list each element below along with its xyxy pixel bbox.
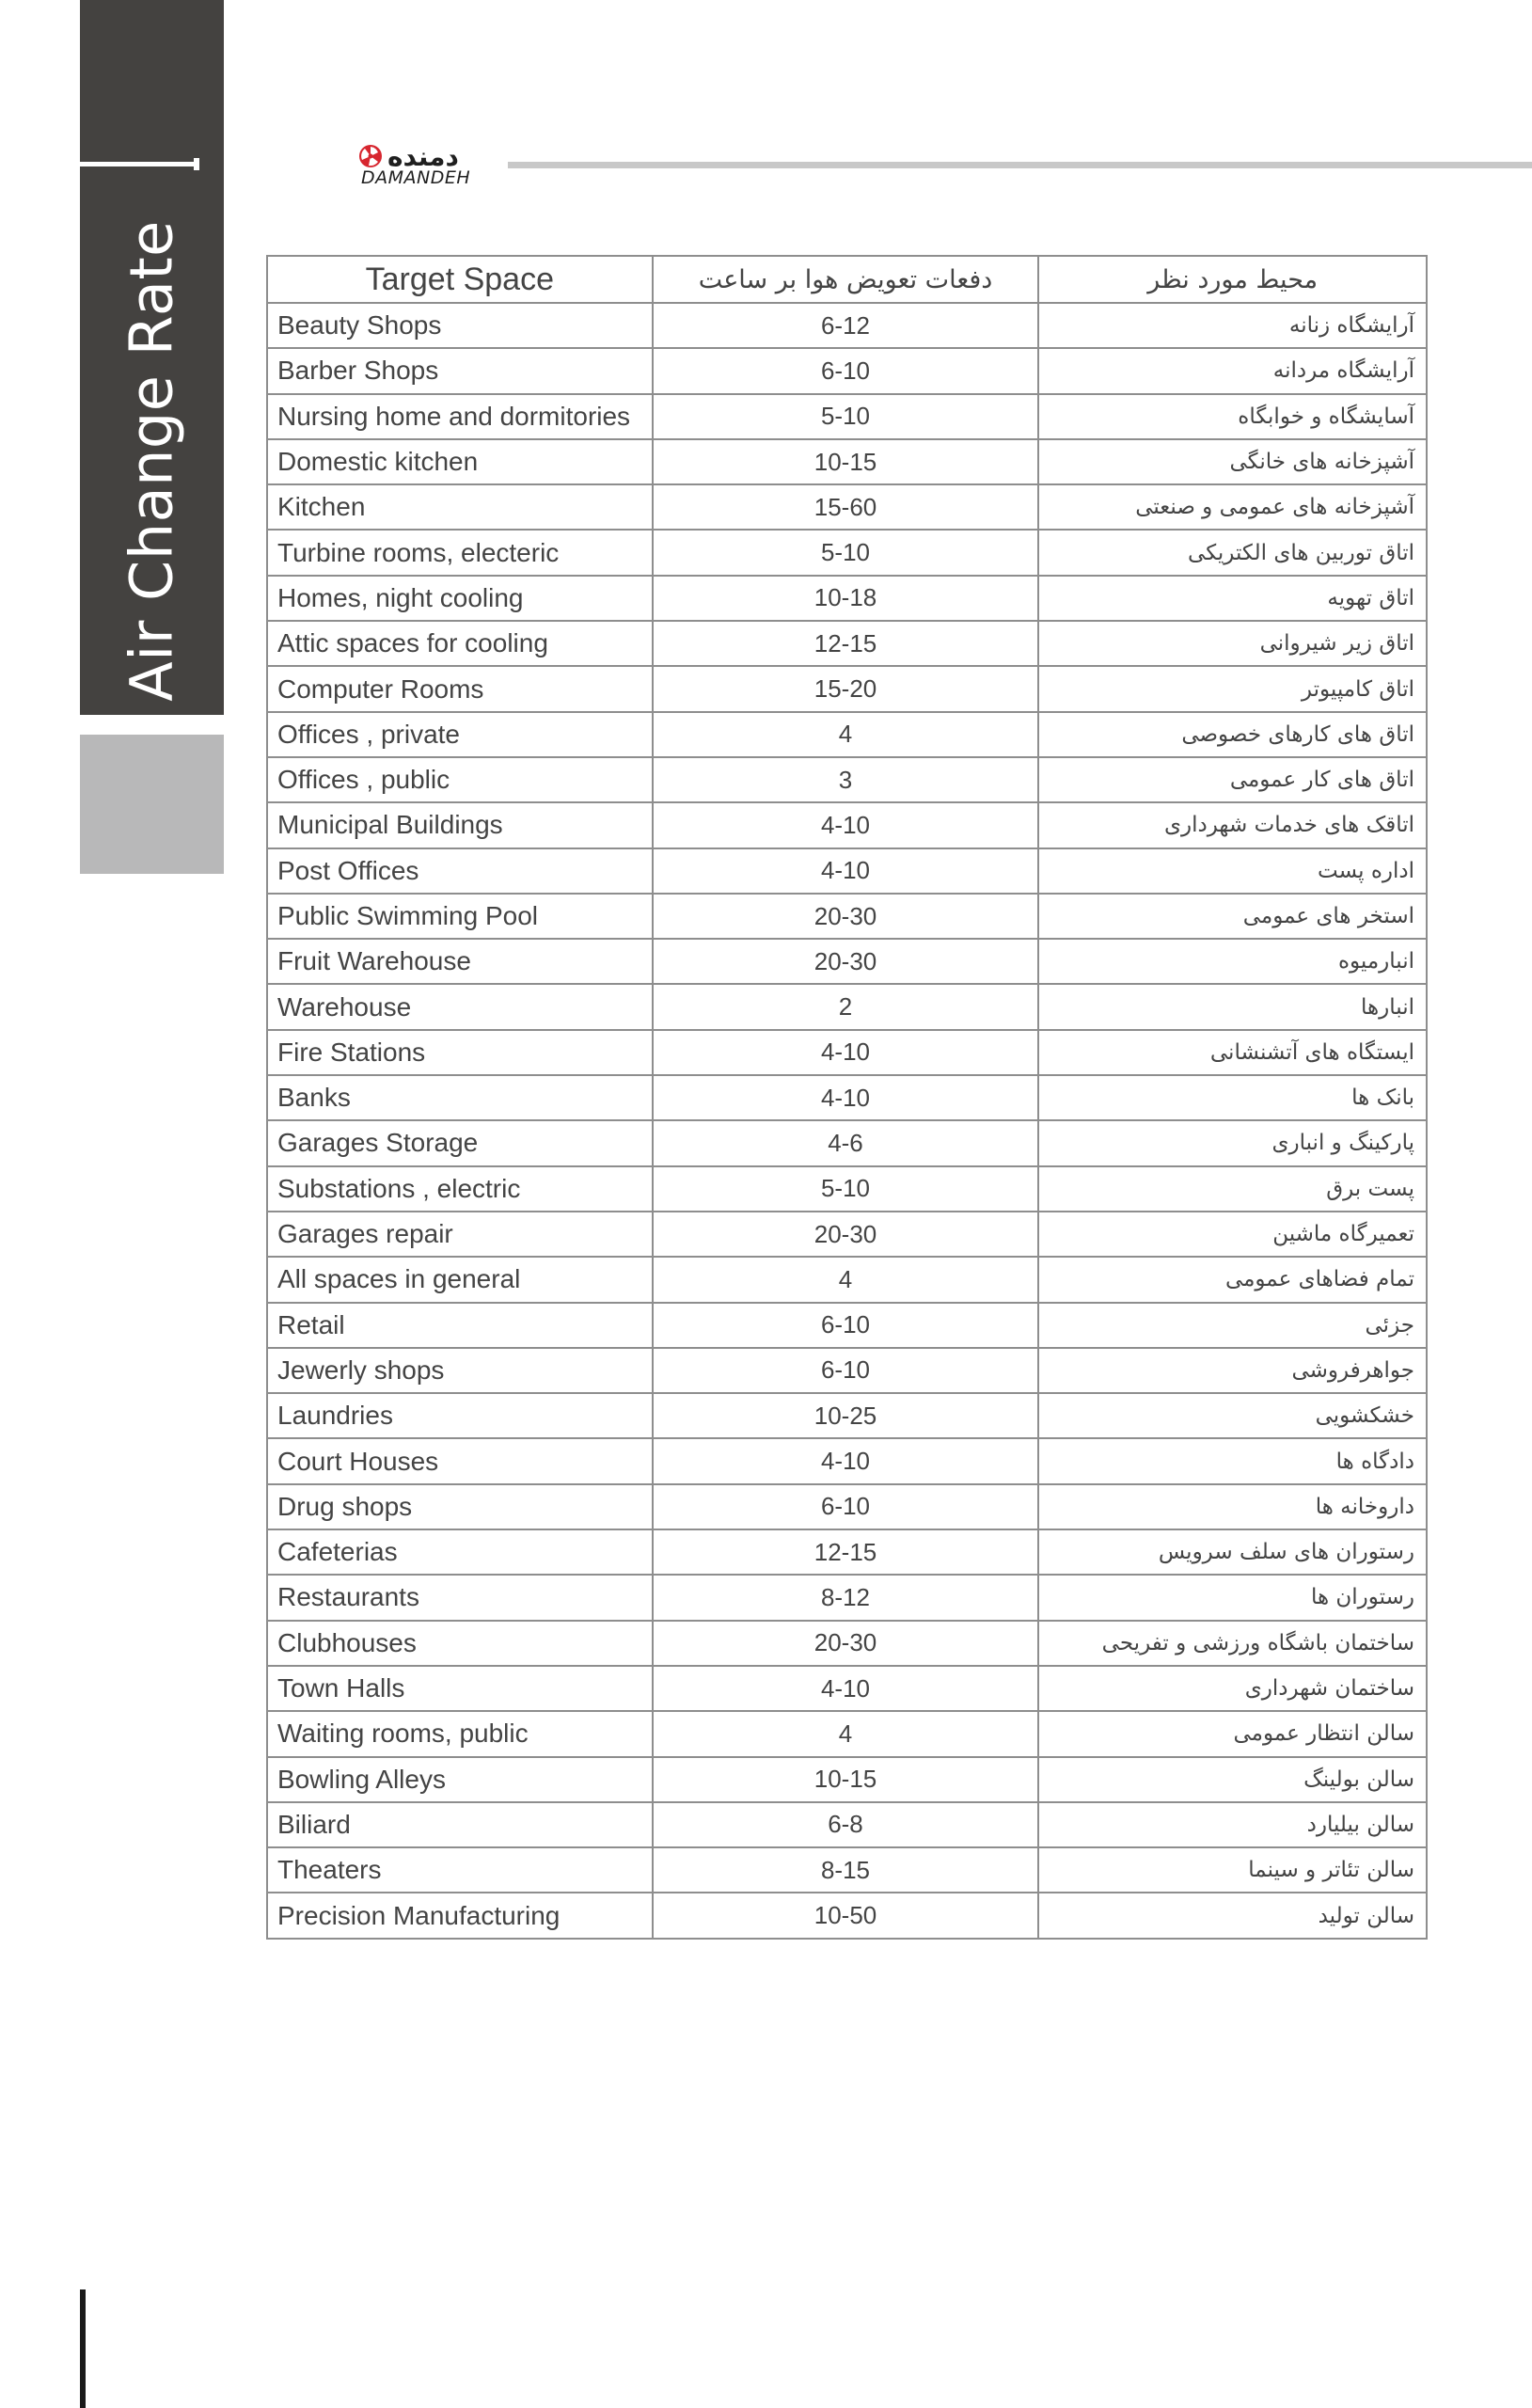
- table-row: [267, 621, 1427, 666]
- table-row: [267, 1847, 1427, 1893]
- table-row: [267, 1621, 1427, 1666]
- cell-target-space: Clubhouses: [267, 1621, 653, 1666]
- cell-air-change-rate: 6-10: [653, 1348, 1039, 1393]
- table-row: [267, 1348, 1427, 1393]
- table-row: [267, 1120, 1427, 1165]
- table-row: [267, 576, 1427, 621]
- cell-air-change-rate: 4-10: [653, 1438, 1039, 1483]
- cell-target-space-fa: آرایشگاه زنانه: [1038, 303, 1427, 348]
- table-row: [267, 1212, 1427, 1257]
- cell-target-space: Post Offices: [267, 848, 653, 894]
- cell-target-space: Beauty Shops: [267, 303, 653, 348]
- cell-target-space-fa: سالن بیلیارد: [1038, 1802, 1427, 1847]
- side-gray-block: [80, 735, 224, 874]
- cell-target-space: Bowling Alleys: [267, 1757, 653, 1802]
- cell-air-change-rate: 15-20: [653, 666, 1039, 711]
- cell-air-change-rate: 4: [653, 712, 1039, 757]
- cell-air-change-rate: 20-30: [653, 939, 1039, 984]
- brand-logo: [357, 139, 508, 188]
- table-row: [267, 348, 1427, 393]
- cell-target-space-fa: سالن انتظار عمومی: [1038, 1711, 1427, 1756]
- cell-air-change-rate: 5-10: [653, 1166, 1039, 1212]
- table-row: [267, 1075, 1427, 1120]
- table-row: [267, 1484, 1427, 1529]
- table-row: [267, 666, 1427, 711]
- cell-target-space-fa: ایستگاه های آتشنشانی: [1038, 1030, 1427, 1075]
- cell-target-space-fa: داروخانه ها: [1038, 1484, 1427, 1529]
- cell-target-space-fa: تعمیرگاه ماشین: [1038, 1212, 1427, 1257]
- cell-target-space: Court Houses: [267, 1438, 653, 1483]
- cell-target-space: Drug shops: [267, 1484, 653, 1529]
- table-row: [267, 939, 1427, 984]
- cell-target-space: Garages repair: [267, 1212, 653, 1257]
- cell-target-space-fa: ساختمان شهرداری: [1038, 1666, 1427, 1711]
- table-header-row: [267, 256, 1427, 303]
- cell-target-space: Barber Shops: [267, 348, 653, 393]
- table-row: [267, 757, 1427, 802]
- logo-fa-text: دمنده: [387, 141, 459, 172]
- cell-target-space: Offices , private: [267, 712, 653, 757]
- cell-target-space: Jewerly shops: [267, 1348, 653, 1393]
- table-row: [267, 439, 1427, 484]
- cell-target-space: All spaces in general: [267, 1257, 653, 1302]
- cell-air-change-rate: 8-15: [653, 1847, 1039, 1893]
- cell-air-change-rate: 10-50: [653, 1893, 1039, 1938]
- cell-air-change-rate: 3: [653, 757, 1039, 802]
- cell-air-change-rate: 12-15: [653, 621, 1039, 666]
- cell-air-change-rate: 4-10: [653, 1030, 1039, 1075]
- cell-target-space: Biliard: [267, 1802, 653, 1847]
- table-row: [267, 1802, 1427, 1847]
- air-change-table: [266, 255, 1428, 1940]
- cell-target-space: Garages Storage: [267, 1120, 653, 1165]
- cell-air-change-rate: 5-10: [653, 530, 1039, 575]
- table-row: [267, 894, 1427, 939]
- cell-target-space-fa: اتاق تهویه: [1038, 576, 1427, 621]
- cell-target-space-fa: آشپزخانه های عمومی و صنعتی: [1038, 484, 1427, 530]
- cell-target-space-fa: انبارها: [1038, 984, 1427, 1029]
- cell-target-space: Warehouse: [267, 984, 653, 1029]
- cell-target-space: Fruit Warehouse: [267, 939, 653, 984]
- table-row: [267, 1393, 1427, 1438]
- cell-air-change-rate: 4-10: [653, 1075, 1039, 1120]
- cell-air-change-rate: 4: [653, 1711, 1039, 1756]
- table-row: [267, 1166, 1427, 1212]
- table-row: [267, 1030, 1427, 1075]
- cell-air-change-rate: 4: [653, 1257, 1039, 1302]
- table-row: [267, 1757, 1427, 1802]
- cell-air-change-rate: 5-10: [653, 394, 1039, 439]
- cell-target-space: Kitchen: [267, 484, 653, 530]
- cell-air-change-rate: 15-60: [653, 484, 1039, 530]
- cell-air-change-rate: 8-12: [653, 1575, 1039, 1620]
- table-body: [267, 303, 1427, 1939]
- cell-target-space: Restaurants: [267, 1575, 653, 1620]
- page-title: Air Change Rate: [117, 220, 186, 702]
- cell-air-change-rate: 4-6: [653, 1120, 1039, 1165]
- table-row: [267, 303, 1427, 348]
- cell-target-space-fa: آشپزخانه های خانگی: [1038, 439, 1427, 484]
- table-row: [267, 1893, 1427, 1938]
- cell-air-change-rate: 10-15: [653, 439, 1039, 484]
- cell-target-space: Banks: [267, 1075, 653, 1120]
- cell-target-space-fa: جزئی: [1038, 1303, 1427, 1348]
- cell-target-space-fa: بانک ها: [1038, 1075, 1427, 1120]
- cell-target-space-fa: اتاق های کارهای خصوصی: [1038, 712, 1427, 757]
- cell-target-space: Nursing home and dormitories: [267, 394, 653, 439]
- cell-target-space: Cafeterias: [267, 1529, 653, 1575]
- table-row: [267, 1529, 1427, 1575]
- logo-en-text: DAMANDEH: [361, 167, 471, 188]
- cell-target-space-fa: رستوران ها: [1038, 1575, 1427, 1620]
- cell-air-change-rate: 6-10: [653, 1303, 1039, 1348]
- cell-target-space: Theaters: [267, 1847, 653, 1893]
- cell-target-space-fa: ساختمان باشگاه ورزشی و تفریحی: [1038, 1621, 1427, 1666]
- table-row: [267, 848, 1427, 894]
- cell-air-change-rate: 20-30: [653, 1212, 1039, 1257]
- table-row: [267, 1666, 1427, 1711]
- cell-target-space-fa: اتاقک های خدمات شهرداری: [1038, 802, 1427, 848]
- cell-air-change-rate: 6-8: [653, 1802, 1039, 1847]
- cell-target-space: Precision Manufacturing: [267, 1893, 653, 1938]
- cell-target-space: Fire Stations: [267, 1030, 653, 1075]
- table-row: [267, 1303, 1427, 1348]
- cell-target-space: Turbine rooms, electeric: [267, 530, 653, 575]
- table-row: [267, 484, 1427, 530]
- table-row: [267, 1711, 1427, 1756]
- cell-target-space-fa: جواهرفروشی: [1038, 1348, 1427, 1393]
- bottom-margin-line: [80, 2289, 86, 2408]
- cell-target-space-fa: سالن بولینگ: [1038, 1757, 1427, 1802]
- cell-target-space-fa: پست برق: [1038, 1166, 1427, 1212]
- table-row: [267, 984, 1427, 1029]
- cell-air-change-rate: 6-12: [653, 303, 1039, 348]
- cell-air-change-rate: 2: [653, 984, 1039, 1029]
- table-row: [267, 394, 1427, 439]
- cell-air-change-rate: 20-30: [653, 1621, 1039, 1666]
- cell-target-space-fa: پارکینگ و انباری: [1038, 1120, 1427, 1165]
- cell-target-space: Laundries: [267, 1393, 653, 1438]
- cell-air-change-rate: 4-10: [653, 802, 1039, 848]
- cell-target-space-fa: سالن تئاتر و سینما: [1038, 1847, 1427, 1893]
- cell-air-change-rate: 4-10: [653, 848, 1039, 894]
- cell-target-space: Public Swimming Pool: [267, 894, 653, 939]
- cell-air-change-rate: 4-10: [653, 1666, 1039, 1711]
- header-rule: [508, 162, 1532, 168]
- cell-target-space: Waiting rooms, public: [267, 1711, 653, 1756]
- cell-target-space: Computer Rooms: [267, 666, 653, 711]
- cell-target-space-fa: استخر های عمومی: [1038, 894, 1427, 939]
- cell-target-space-fa: آسایشگاه و خوابگاه: [1038, 394, 1427, 439]
- header-target-space-fa: محیط مورد نظر: [1038, 256, 1427, 303]
- cell-target-space: Retail: [267, 1303, 653, 1348]
- cell-target-space-fa: اتاق های کار عمومی: [1038, 757, 1427, 802]
- cell-target-space-fa: اتاق زیر شیروانی: [1038, 621, 1427, 666]
- cell-target-space-fa: انبارمیوه: [1038, 939, 1427, 984]
- cell-target-space-fa: اداره پست: [1038, 848, 1427, 894]
- cell-target-space-fa: رستوران های سلف سرویس: [1038, 1529, 1427, 1575]
- cell-target-space: Homes, night cooling: [267, 576, 653, 621]
- cell-target-space-fa: خشکشویی: [1038, 1393, 1427, 1438]
- cell-air-change-rate: 10-25: [653, 1393, 1039, 1438]
- table-row: [267, 712, 1427, 757]
- table-row: [267, 1438, 1427, 1483]
- cell-target-space-fa: آرایشگاه مردانه: [1038, 348, 1427, 393]
- cell-target-space: Substations , electric: [267, 1166, 653, 1212]
- cell-air-change-rate: 6-10: [653, 348, 1039, 393]
- side-tab-tick: [194, 158, 199, 170]
- cell-air-change-rate: 20-30: [653, 894, 1039, 939]
- cell-target-space-fa: تمام فضاهای عمومی: [1038, 1257, 1427, 1302]
- cell-air-change-rate: 10-15: [653, 1757, 1039, 1802]
- cell-target-space: Domestic kitchen: [267, 439, 653, 484]
- cell-target-space-fa: سالن تولید: [1038, 1893, 1427, 1938]
- cell-target-space-fa: اتاق توربین های الکتریکی: [1038, 530, 1427, 575]
- cell-target-space-fa: اتاق کامپیوتر: [1038, 666, 1427, 711]
- cell-target-space: Municipal Buildings: [267, 802, 653, 848]
- header-target-space: Target Space: [267, 256, 653, 303]
- cell-target-space: Attic spaces for cooling: [267, 621, 653, 666]
- table-row: [267, 530, 1427, 575]
- header-air-change-rate: دفعات تعویض هوا بر ساعت: [653, 256, 1039, 303]
- cell-air-change-rate: 6-10: [653, 1484, 1039, 1529]
- cell-air-change-rate: 12-15: [653, 1529, 1039, 1575]
- cell-target-space: Offices , public: [267, 757, 653, 802]
- table-row: [267, 1575, 1427, 1620]
- side-tab-divider: [80, 162, 199, 166]
- table-row: [267, 1257, 1427, 1302]
- table-row: [267, 802, 1427, 848]
- cell-air-change-rate: 10-18: [653, 576, 1039, 621]
- cell-target-space-fa: دادگاه ها: [1038, 1438, 1427, 1483]
- cell-target-space: Town Halls: [267, 1666, 653, 1711]
